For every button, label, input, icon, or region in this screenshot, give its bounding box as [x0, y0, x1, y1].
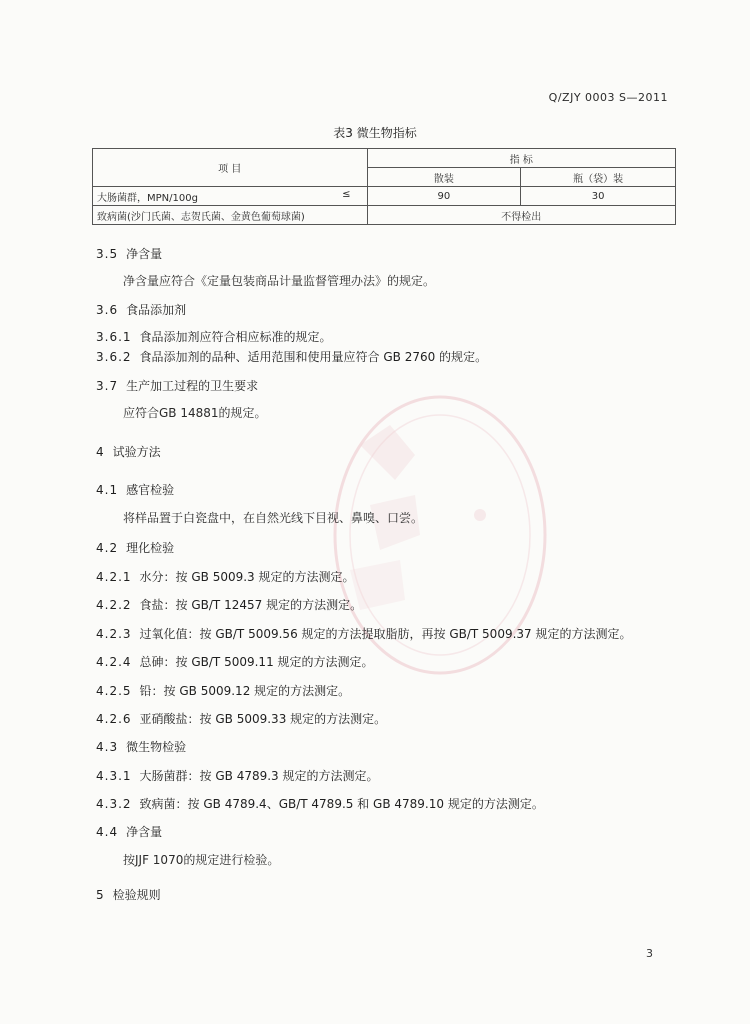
header-bulk: 散装 — [367, 168, 521, 187]
section-heading: 4.4 净含量 — [96, 825, 163, 839]
document-code: Q/ZJY 0003 S—2011 — [548, 91, 668, 104]
header-item: 项 目 — [93, 149, 368, 187]
row-item-label: 致病菌(沙门氏菌、志贺氏菌、金黄色葡萄球菌) — [93, 206, 368, 225]
table-caption: 表3 微生物指标 — [333, 126, 417, 140]
table-header-row — [93, 149, 676, 168]
header-bottle: 瓶（袋）装 — [521, 168, 676, 187]
section-heading: 3.7 生产加工过程的卫生要求 — [96, 379, 259, 393]
clause-line: 4.2.4 总砷：按 GB/T 5009.11 规定的方法测定。 — [96, 655, 374, 669]
clause-line: 4.3.2 致病菌：按 GB 4789.4、GB/T 4789.5 和 GB 4789.10 规定的方法测定。 — [96, 797, 544, 811]
clause-line: 4.2.1 水分：按 GB 5009.3 规定的方法测定。 — [96, 570, 355, 584]
section-text: 将样品置于白瓷盘中，在自然光线下目视、鼻嗅、口尝。 — [123, 511, 424, 525]
row-operator: ≤ — [342, 188, 351, 200]
row-item — [93, 187, 368, 206]
clause-line: 4.3.1 大肠菌群：按 GB 4789.3 规定的方法测定。 — [96, 769, 379, 783]
section-text: 按JJF 1070的规定进行检验。 — [123, 853, 280, 867]
chapter-heading: 4 试验方法 — [96, 445, 161, 459]
section-heading: 4.2 理化检验 — [96, 541, 175, 555]
clause-line: 4.2.3 过氧化值：按 GB/T 5009.56 规定的方法提取脂肪，再按 GB/T 5009.37 规定的方法测定。 — [96, 627, 632, 641]
section-text: 净含量应符合《定量包装商品计量监督管理办法》的规定。 — [123, 274, 436, 288]
table-row — [93, 206, 676, 225]
section-heading: 3.5 净含量 — [96, 247, 163, 261]
clause-line: 4.2.2 食盐：按 GB/T 12457 规定的方法测定。 — [96, 598, 363, 612]
table-row — [93, 187, 676, 206]
row-merged-value: 不得检出 — [367, 206, 675, 225]
clause-line: 3.6.2 食品添加剂的品种、适用范围和使用量应符合 GB 2760 的规定。 — [96, 350, 488, 364]
chapter-heading: 5 检验规则 — [96, 888, 161, 902]
microbial-index-table — [92, 148, 676, 225]
clause-line: 3.6.1 食品添加剂应符合相应标准的规定。 — [96, 330, 332, 344]
section-heading: 4.3 微生物检验 — [96, 740, 187, 754]
row-item-label: 大肠菌群，MPN/100g — [97, 192, 198, 204]
section-text: 应符合GB 14881的规定。 — [123, 406, 267, 420]
row-bulk-value: 90 — [367, 187, 521, 206]
section-heading: 3.6 食品添加剂 — [96, 303, 187, 317]
row-bottle-value: 30 — [521, 187, 676, 206]
page-number: 3 — [646, 947, 653, 960]
section-heading: 4.1 感官检验 — [96, 483, 175, 497]
clause-line: 4.2.5 铅：按 GB 5009.12 规定的方法测定。 — [96, 684, 351, 698]
clause-line: 4.2.6 亚硝酸盐：按 GB 5009.33 规定的方法测定。 — [96, 712, 387, 726]
header-index: 指 标 — [367, 149, 675, 168]
